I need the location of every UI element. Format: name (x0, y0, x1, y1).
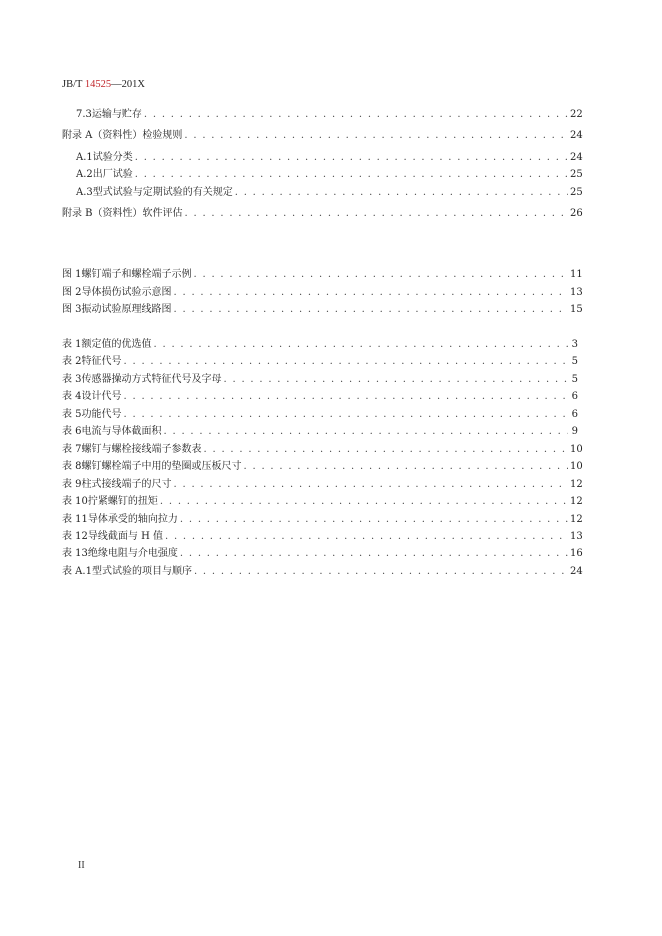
toc-entry-title: 螺钉与螺栓接线端子参数表 (81, 444, 202, 455)
toc-entry-page: 5 (571, 374, 578, 385)
dot-leader (135, 168, 568, 182)
toc-entry-page: 6 (571, 409, 578, 420)
toc-entry-title: 试验分类 (92, 152, 133, 163)
toc-entry-page: 10 (570, 444, 583, 455)
toc-entry-number: 表 2 (62, 356, 82, 367)
dot-leader (204, 443, 568, 457)
toc-entry-number: 表 12 (62, 531, 88, 542)
toc-entry-table[interactable] (62, 425, 578, 439)
toc-entry-number: 表 A.1 (62, 566, 92, 577)
toc-entry-title: 电流与导体截面积 (81, 426, 162, 437)
toc-entry-page: 16 (570, 548, 583, 559)
toc-entry-section[interactable] (76, 108, 583, 122)
toc-entry-number: 附录 B（资料性） (62, 208, 143, 219)
toc-entry-number: 表 10 (62, 496, 88, 507)
toc-entry-section[interactable] (76, 168, 583, 182)
dot-leader (180, 513, 568, 527)
toc-entry-section[interactable] (76, 186, 583, 200)
toc-entry-table[interactable] (62, 495, 583, 509)
toc-entry-figure[interactable] (62, 268, 583, 282)
document-header (62, 79, 145, 90)
dot-leader (160, 495, 568, 509)
toc-entry-title: 软件评估 (142, 208, 183, 219)
toc-entry-title: 设计代号 (81, 391, 122, 402)
toc-entry-page: 15 (570, 304, 583, 315)
toc-entry-number: A.1 (76, 152, 93, 163)
toc-entry-table[interactable] (62, 390, 578, 404)
toc-entry-number: 表 3 (62, 374, 82, 385)
toc-entry-page: 22 (570, 109, 583, 120)
toc-entry-page: 10 (570, 461, 583, 472)
dot-leader (174, 478, 568, 492)
toc-entry-number: A.2 (76, 169, 93, 180)
dot-leader (165, 530, 568, 544)
toc-entry-table[interactable] (62, 373, 578, 387)
toc-entry-table[interactable] (62, 513, 583, 527)
dot-leader (174, 286, 568, 300)
toc-entry-title: 型式试验的项目与顺序 (91, 566, 192, 577)
toc-entry-table[interactable] (62, 565, 583, 579)
toc-entry-page: 25 (570, 187, 583, 198)
toc-entry-title: 检验规则 (142, 130, 183, 141)
toc-entry-title: 导体损伤试验示意图 (81, 287, 172, 298)
toc-entry-title: 柱式接线端子的尺寸 (81, 479, 172, 490)
toc-entry-title: 特征代号 (81, 356, 122, 367)
toc-entry-table[interactable] (62, 355, 578, 369)
dot-leader (154, 338, 568, 352)
toc-entry-page: 6 (571, 391, 578, 402)
toc-entry-title: 导体承受的轴向拉力 (87, 514, 178, 525)
toc-entry-page: 5 (571, 356, 578, 367)
toc-entry-number: 图 1 (62, 269, 82, 280)
toc-entry-table[interactable] (62, 408, 578, 422)
toc-entry-page: 13 (570, 531, 583, 542)
toc-entry-table[interactable] (62, 443, 583, 457)
toc-entry-page: 24 (570, 130, 583, 141)
toc-entry-title: 传感器操动方式特征代号及字母 (81, 374, 222, 385)
toc-entry-title: 出厂试验 (92, 169, 133, 180)
toc-entry-table[interactable] (62, 460, 583, 474)
toc-entry-title: 拧紧螺钉的扭矩 (87, 496, 158, 507)
dot-leader (135, 151, 568, 165)
toc-entry-figure[interactable] (62, 303, 583, 317)
dot-leader (164, 425, 568, 439)
toc-entry-section[interactable] (76, 151, 583, 165)
dot-leader (124, 390, 568, 404)
dot-leader (174, 303, 568, 317)
dot-leader (194, 268, 568, 282)
toc-entry-page: 12 (570, 514, 583, 525)
toc-entry-number: 表 5 (62, 409, 82, 420)
toc-entry-number: 表 11 (62, 514, 88, 525)
toc-entry-number: 表 6 (62, 426, 82, 437)
toc-entry-number: 表 1 (62, 339, 82, 350)
header-number: 14525 (84, 79, 112, 90)
toc-entry-page: 11 (570, 269, 583, 280)
toc-entry-appendix[interactable] (62, 129, 583, 143)
toc-entry-number: 附录 A（资料性） (62, 130, 143, 141)
header-suffix: —201X (111, 79, 145, 90)
toc-entry-number: 表 9 (62, 479, 82, 490)
toc-entry-figure[interactable] (62, 286, 583, 300)
toc-entry-title: 额定值的优选值 (81, 339, 152, 350)
toc-entry-page: 13 (570, 287, 583, 298)
toc-entry-title: 振动试验原理线路图 (81, 304, 172, 315)
toc-entry-title: 螺钉螺栓端子中用的垫圈或压板尺寸 (81, 461, 242, 472)
toc-entry-page: 12 (570, 479, 583, 490)
dot-leader (235, 186, 568, 200)
toc-entry-number: 表 7 (62, 444, 82, 455)
toc-entry-title: 型式试验与定期试验的有关规定 (92, 187, 233, 198)
toc-entry-number: 图 2 (62, 287, 82, 298)
toc-entry-table[interactable] (62, 478, 583, 492)
page-number: II (78, 860, 85, 871)
toc-entry-number: 图 3 (62, 304, 82, 315)
dot-leader (185, 207, 568, 221)
toc-entry-number: 表 8 (62, 461, 82, 472)
dot-leader (184, 129, 568, 143)
toc-entry-page: 25 (570, 169, 583, 180)
toc-entry-number: 7.3 (76, 109, 92, 120)
toc-entry-title: 绝缘电阻与介电强度 (87, 548, 178, 559)
toc-entry-number: A.3 (76, 187, 93, 198)
toc-entry-number: 表 4 (62, 391, 82, 402)
toc-entry-title: 导线截面与 H 值 (87, 531, 163, 542)
dot-leader (124, 355, 568, 369)
toc-entry-page: 24 (570, 566, 583, 577)
toc-entry-table[interactable] (62, 338, 578, 352)
toc-entry-table[interactable] (62, 547, 583, 561)
dot-leader (194, 565, 568, 579)
dot-leader (224, 373, 568, 387)
toc-entry-title: 功能代号 (81, 409, 122, 420)
toc-entry-page: 12 (570, 496, 583, 507)
dot-leader (124, 408, 568, 422)
toc-entry-table[interactable] (62, 530, 583, 544)
toc-entry-title: 运输与贮存 (91, 109, 142, 120)
toc-entry-appendix[interactable] (62, 207, 583, 221)
toc-entry-number: 表 13 (62, 548, 88, 559)
toc-entry-page: 24 (570, 152, 583, 163)
dot-leader (180, 547, 568, 561)
dot-leader (144, 108, 568, 122)
toc-entry-page: 3 (571, 339, 578, 350)
header-prefix: JB/T (62, 79, 85, 90)
toc-entry-page: 26 (570, 208, 583, 219)
toc-entry-title: 螺钉端子和螺栓端子示例 (81, 269, 192, 280)
toc-entry-page: 9 (571, 426, 578, 437)
dot-leader (244, 460, 568, 474)
